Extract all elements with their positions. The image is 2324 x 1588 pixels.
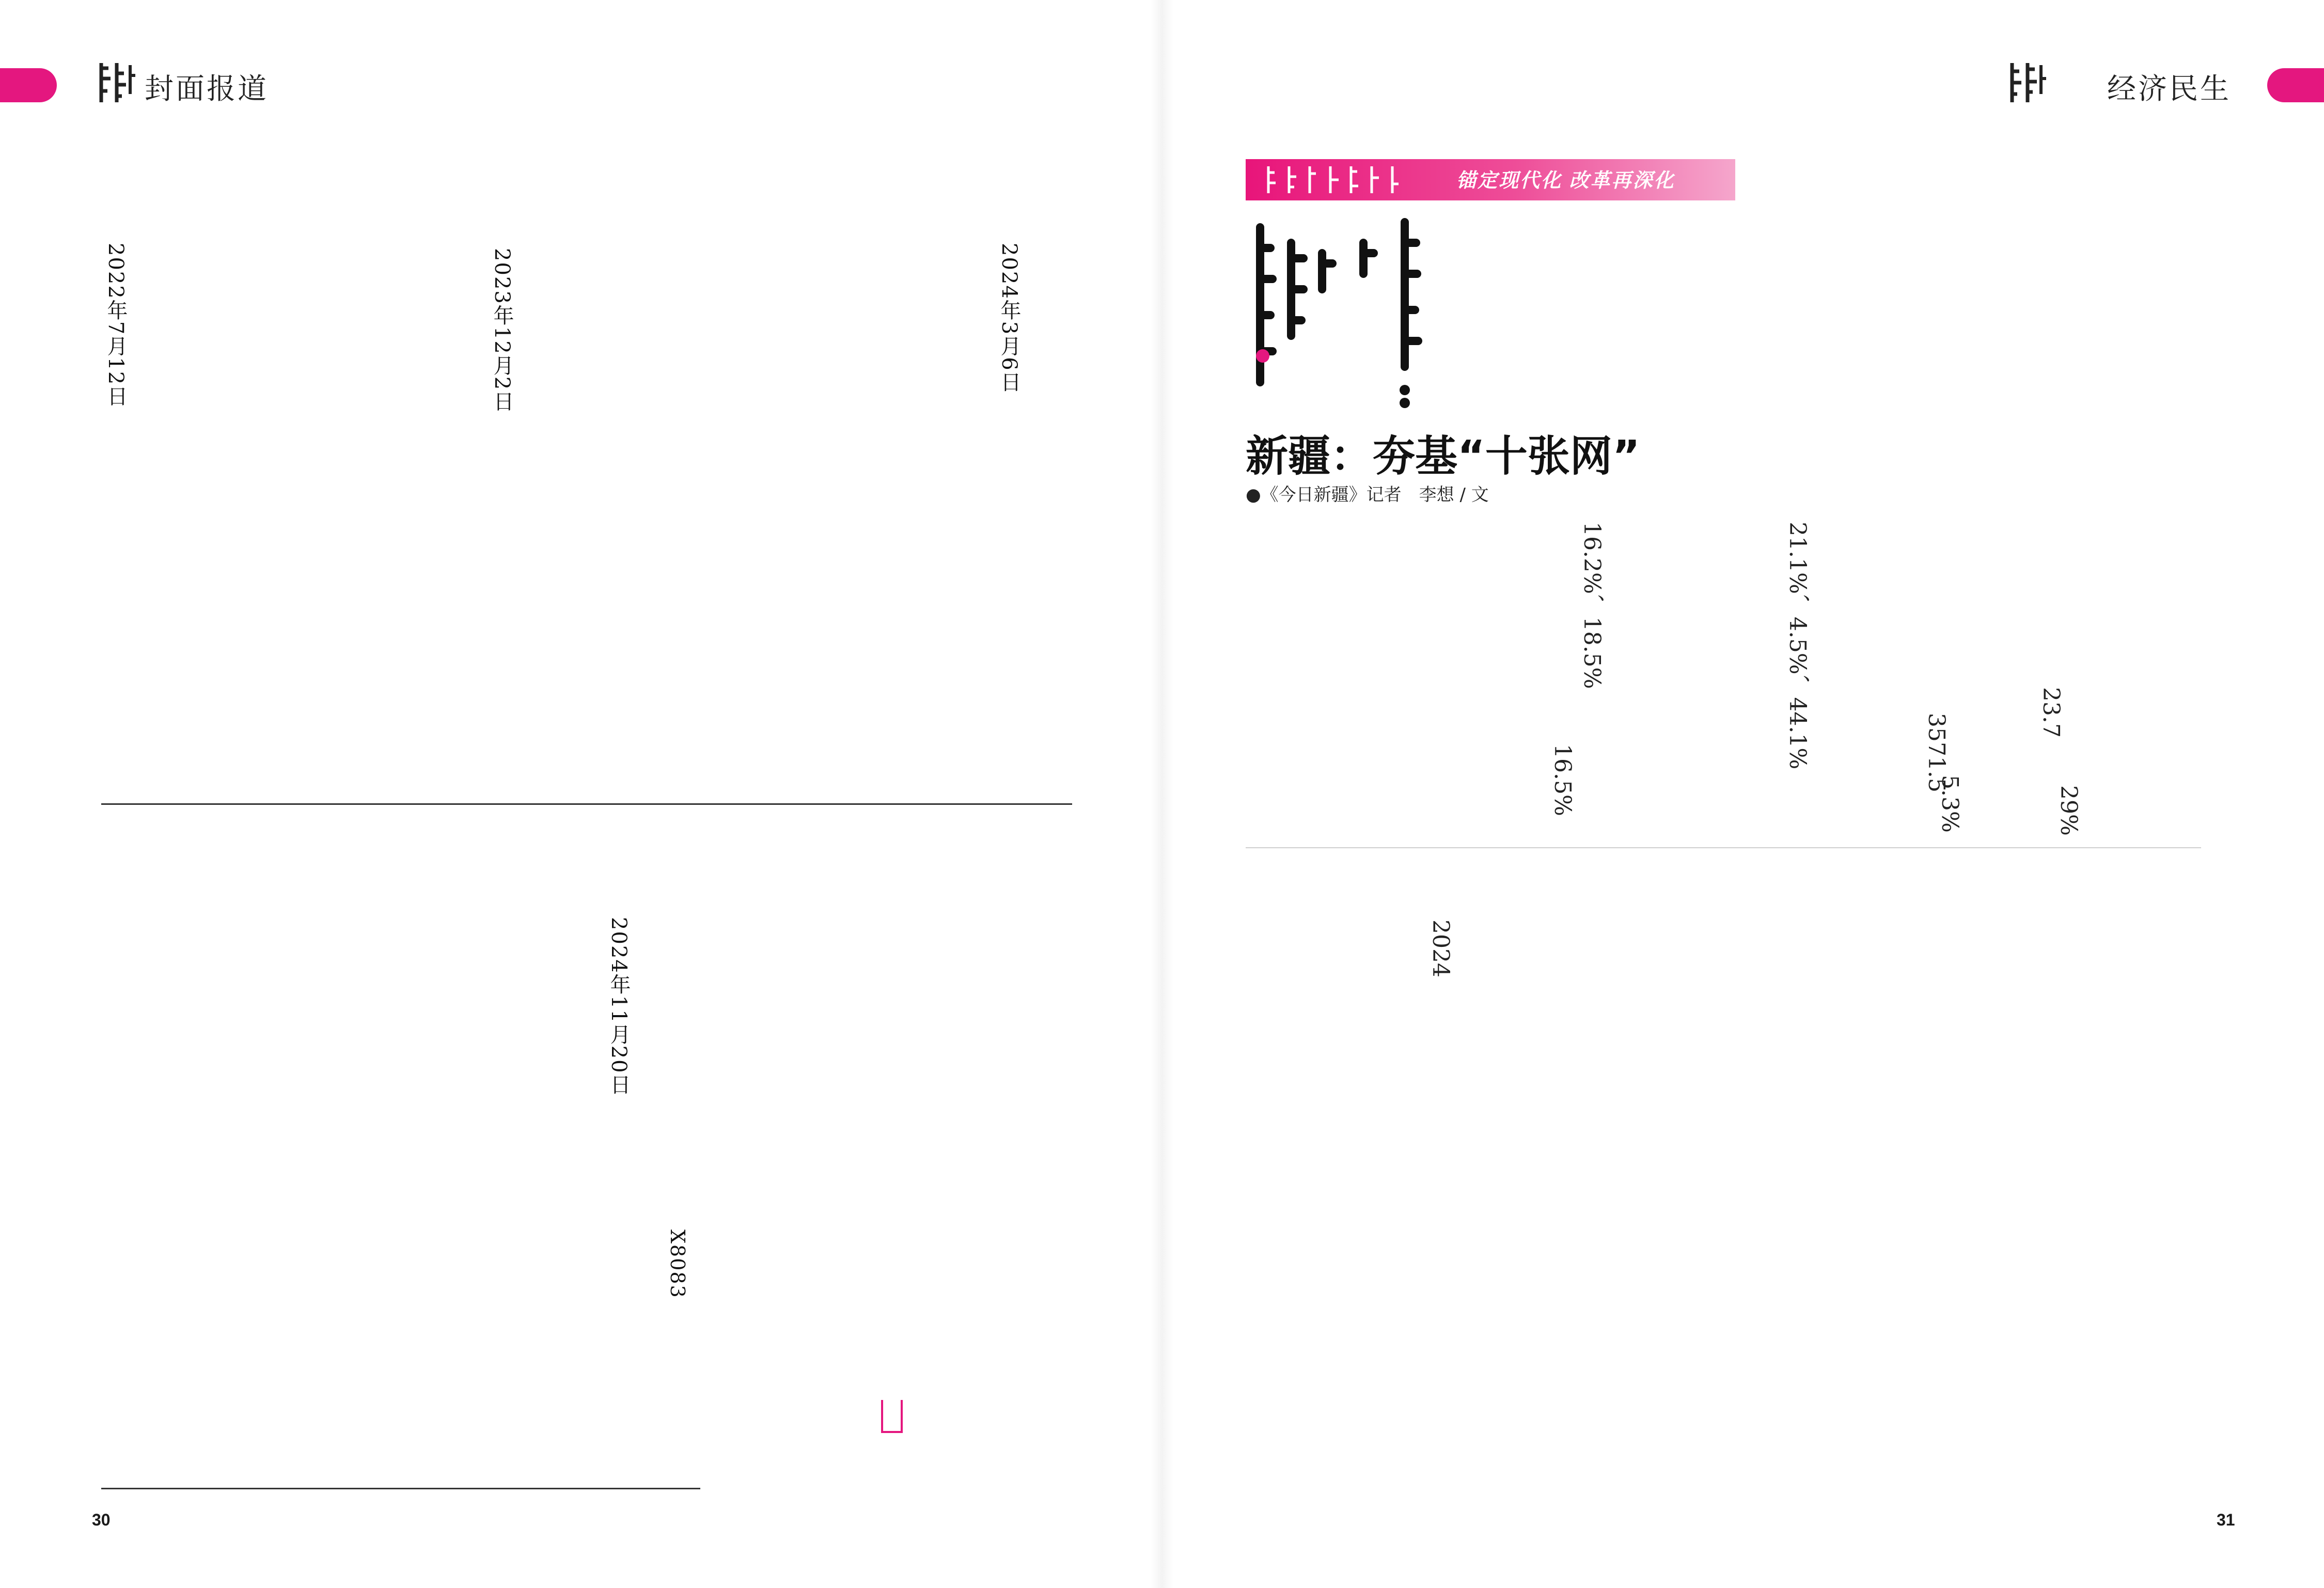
date-2: 2023年12月2日 [490,248,514,413]
pink-end-mark [881,1400,903,1433]
article-column-break [1246,847,2201,848]
date-3: 2024年11月20日 [607,917,631,1096]
year-2024: 2024 [1427,920,1454,977]
left-section-title: 封面报道 [145,72,269,106]
divider-top-block [101,803,1072,805]
date-4: 2022年7月12日 [104,243,128,408]
section-tab-marker [0,68,57,102]
figure-16-5-percent: 16.5% [1549,744,1576,816]
page-gutter [1151,0,1173,1588]
mongolian-headline-script [1250,212,1425,408]
figure-21-1-percent: 21.1%、4.5%、44.1% [1784,522,1811,770]
byline: ●《今日新疆》记者 李想 / 文 [1246,485,1489,505]
code-mark: X8083 [666,1229,689,1299]
figure-23-7: 23.7 [2038,687,2064,738]
section-tab-marker-right [2267,68,2324,102]
banner-text: 锚定现代化 改革再深化 [1456,170,1675,192]
page-number-left: 30 [92,1511,111,1529]
banner-mongolian-script-icon [1258,163,1444,196]
mongolian-section-label-icon [96,58,137,107]
figure-29-percent: 29% [2055,785,2082,836]
byline-dot-mongolian [1256,349,1269,363]
figure-5-3-percent: 5.3% [1937,775,1963,833]
figure-16-2-percent: 16.2%、18.5% [1579,522,1605,689]
mongolian-section-label-icon-right [2007,58,2048,107]
article-headline: 新疆：夯基“十张网” [1246,432,1640,481]
right-section-title: 经济民生 [2107,72,2231,106]
divider-bottom-block [101,1488,700,1489]
page-number-right: 31 [2217,1511,2235,1529]
figure-3571-5: 3571.5 [1923,713,1950,792]
date-1: 2024年3月6日 [997,243,1021,393]
